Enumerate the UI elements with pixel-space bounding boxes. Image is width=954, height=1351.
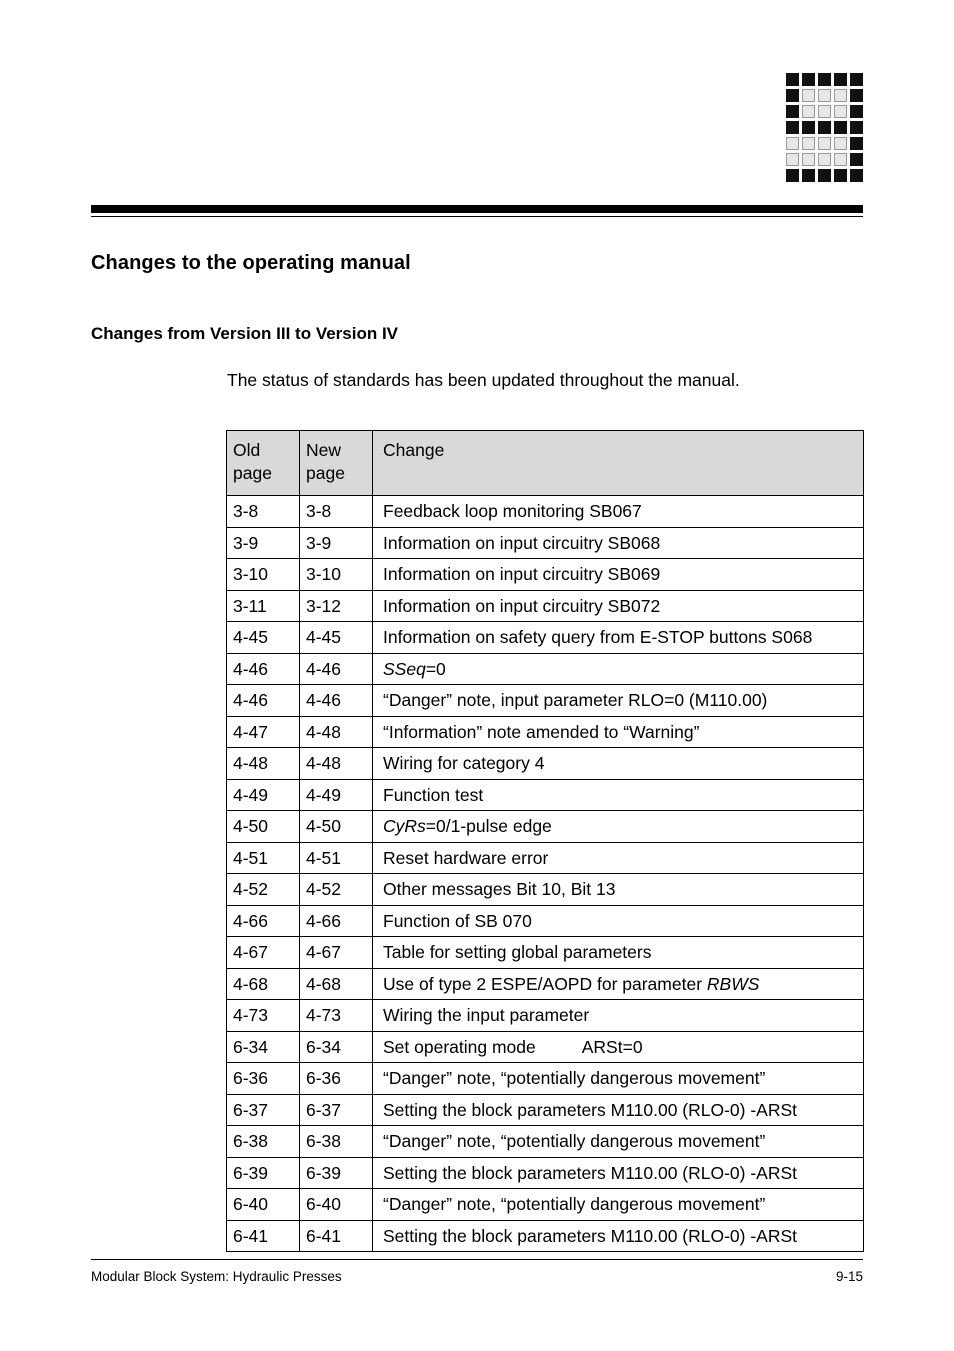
logo-cell	[818, 105, 831, 118]
logo-cell	[834, 105, 847, 118]
change-cell	[373, 1094, 864, 1126]
change-text: Reset hardware error	[383, 847, 549, 868]
change-cell	[373, 1126, 864, 1158]
change-cell	[373, 590, 864, 622]
parameter-name: RBWS	[706, 973, 760, 994]
change-text: “Information” note amended to “Warning”	[383, 721, 700, 742]
new-page-cell: 4-66	[300, 905, 373, 937]
logo-cell	[818, 89, 831, 102]
page-title: Changes to the operating manual	[91, 252, 411, 274]
old-page-cell: 6-40	[227, 1189, 300, 1221]
change-text: Use of type 2 ESPE/AOPD for parameter	[383, 973, 707, 994]
change-text: “Danger” note, “potentially dangerous movement”	[383, 1131, 766, 1151]
old-page-cell: 4-67	[227, 937, 300, 969]
logo-cell	[834, 169, 847, 182]
old-page-cell: 4-68	[227, 968, 300, 1000]
change-cell	[373, 1031, 864, 1063]
logo-cell	[786, 73, 799, 86]
change-text: Set operating mode	[383, 1036, 536, 1057]
column-header-old-page	[227, 431, 300, 496]
column-header-new-page	[300, 431, 373, 496]
table-row	[227, 685, 864, 717]
table-row	[227, 811, 864, 843]
change-cell	[373, 1220, 864, 1252]
change-text: Setting the block parameters M110.00 (RLO-0) -ARSt	[383, 1099, 798, 1120]
change-text: Wiring for category 4	[383, 753, 545, 773]
change-text: “Danger” note, “potentially dangerous movement”	[383, 1194, 766, 1214]
table-row	[227, 1157, 864, 1189]
logo-cell	[802, 89, 815, 102]
table-row	[227, 937, 864, 969]
new-page-cell: 4-46	[300, 685, 373, 717]
change-cell	[373, 527, 864, 559]
new-page-cell: 6-39	[300, 1157, 373, 1189]
logo-cell	[850, 153, 863, 166]
table-row	[227, 1094, 864, 1126]
new-page-cell: 6-37	[300, 1094, 373, 1126]
new-page-cell: 4-67	[300, 937, 373, 969]
logo-cell	[786, 121, 799, 134]
table-row	[227, 748, 864, 780]
change-text: Information on input circuitry SB069	[383, 564, 661, 584]
change-text: Function of SB 070	[383, 910, 532, 931]
logo-cell	[786, 153, 799, 166]
new-page-cell: 4-73	[300, 1000, 373, 1032]
old-page-cell: 4-52	[227, 874, 300, 906]
change-text: “Danger” note, “potentially dangerous movement”	[383, 1068, 766, 1088]
section-title: Changes from Version III to Version IV	[91, 324, 399, 343]
table-row	[227, 1126, 864, 1158]
old-page-cell: 4-49	[227, 779, 300, 811]
old-page-cell: 3-11	[227, 590, 300, 622]
new-page-cell: 6-40	[300, 1189, 373, 1221]
logo-cell	[802, 121, 815, 134]
change-cell	[373, 653, 864, 685]
new-page-cell: 3-8	[300, 496, 373, 528]
logo-cell	[786, 169, 799, 182]
new-page-cell: 4-48	[300, 748, 373, 780]
logo-cell	[786, 137, 799, 150]
change-text: Information on input circuitry SB068	[383, 532, 661, 553]
table-row	[227, 1000, 864, 1032]
change-cell	[373, 1189, 864, 1221]
old-page-cell: 6-38	[227, 1126, 300, 1158]
table-row	[227, 590, 864, 622]
change-cell	[373, 622, 864, 654]
logo-cell	[802, 137, 815, 150]
new-page-cell: 3-12	[300, 590, 373, 622]
changes-table	[226, 430, 864, 1252]
change-text: Information on input circuitry SB072	[383, 595, 661, 616]
grid-logo-icon	[786, 73, 864, 183]
old-page-cell: 4-46	[227, 685, 300, 717]
new-page-cell: 4-48	[300, 716, 373, 748]
header-rule-thick	[91, 205, 863, 213]
logo-cell	[850, 73, 863, 86]
table-row	[227, 905, 864, 937]
new-page-cell: 4-45	[300, 622, 373, 654]
old-page-cell: 6-36	[227, 1063, 300, 1095]
table-row	[227, 1063, 864, 1095]
change-cell	[373, 842, 864, 874]
old-page-cell: 6-39	[227, 1157, 300, 1189]
old-page-cell: 4-45	[227, 622, 300, 654]
column-header-change	[373, 431, 864, 496]
change-text: Table for setting global parameters	[383, 942, 652, 962]
old-page-cell: 6-41	[227, 1220, 300, 1252]
change-cell	[373, 968, 864, 1000]
old-page-cell: 4-47	[227, 716, 300, 748]
change-cell	[373, 559, 864, 591]
table-row	[227, 1220, 864, 1252]
logo-cell	[834, 137, 847, 150]
new-page-cell: 6-36	[300, 1063, 373, 1095]
table-row	[227, 559, 864, 591]
column-header-new-page-text: New page	[306, 440, 345, 483]
change-text: Wiring the input parameter	[383, 1005, 590, 1025]
logo-cell	[818, 73, 831, 86]
parameter-name: SSeq	[383, 658, 426, 679]
logo-cell	[802, 105, 815, 118]
old-page-cell: 6-34	[227, 1031, 300, 1063]
table-row	[227, 716, 864, 748]
footer-page-number: 9-15	[835, 1269, 863, 1284]
new-page-cell: 3-10	[300, 559, 373, 591]
logo-cell	[850, 105, 863, 118]
new-page-cell: 4-68	[300, 968, 373, 1000]
old-page-cell: 4-66	[227, 905, 300, 937]
old-page-cell: 4-46	[227, 653, 300, 685]
old-page-cell: 6-37	[227, 1094, 300, 1126]
change-cell	[373, 905, 864, 937]
logo-cell	[834, 153, 847, 166]
logo-cell	[802, 169, 815, 182]
logo-cell	[802, 153, 815, 166]
change-text: “Danger” note, input parameter RLO=0 (M110.00)	[383, 690, 768, 710]
logo-cell	[818, 137, 831, 150]
logo-cell	[850, 137, 863, 150]
change-cell	[373, 1157, 864, 1189]
column-header-change-text: Change	[383, 440, 445, 460]
change-text: Function test	[383, 784, 484, 805]
change-text: =0	[425, 658, 446, 679]
new-page-cell: 4-46	[300, 653, 373, 685]
change-cell	[373, 496, 864, 528]
new-page-cell: 6-38	[300, 1126, 373, 1158]
logo-cell	[850, 89, 863, 102]
old-page-cell: 4-48	[227, 748, 300, 780]
change-text: Setting the block parameters M110.00 (RLO-0) -ARSt	[383, 1162, 798, 1183]
logo-cell	[818, 169, 831, 182]
old-page-cell: 4-50	[227, 811, 300, 843]
logo-cell	[834, 89, 847, 102]
change-cell	[373, 716, 864, 748]
table-row	[227, 874, 864, 906]
change-cell	[373, 1063, 864, 1095]
change-text: Other messages Bit 10, Bit 13	[383, 879, 616, 899]
change-text: =0/1-pulse edge	[425, 816, 552, 836]
table-row	[227, 1031, 864, 1063]
logo-cell	[850, 169, 863, 182]
change-cell	[373, 937, 864, 969]
parameter-value: ARSt=0	[581, 1036, 643, 1057]
change-cell	[373, 874, 864, 906]
logo-cell	[818, 153, 831, 166]
new-page-cell: 6-41	[300, 1220, 373, 1252]
change-text: Information on safety query from E-STOP buttons S068	[383, 627, 813, 647]
old-page-cell: 3-9	[227, 527, 300, 559]
old-page-cell: 3-8	[227, 496, 300, 528]
new-page-cell: 4-52	[300, 874, 373, 906]
change-cell	[373, 685, 864, 717]
table-row	[227, 653, 864, 685]
old-page-cell: 4-73	[227, 1000, 300, 1032]
change-cell	[373, 779, 864, 811]
table-row	[227, 622, 864, 654]
logo-cell	[802, 73, 815, 86]
header-rule-thin	[91, 216, 863, 217]
logo-cell	[786, 105, 799, 118]
table-row	[227, 779, 864, 811]
old-page-cell: 3-10	[227, 559, 300, 591]
new-page-cell: 4-50	[300, 811, 373, 843]
change-cell	[373, 1000, 864, 1032]
logo-cell	[850, 121, 863, 134]
intro-text: The status of standards has been updated throughout the manual.	[227, 370, 740, 390]
new-page-cell: 4-49	[300, 779, 373, 811]
change-text: Setting the block parameters M110.00 (RLO-0) -ARSt	[383, 1225, 798, 1246]
new-page-cell: 3-9	[300, 527, 373, 559]
table-row	[227, 1189, 864, 1221]
change-cell	[373, 748, 864, 780]
table-row	[227, 496, 864, 528]
new-page-cell: 4-51	[300, 842, 373, 874]
change-text: Feedback loop monitoring SB067	[383, 501, 642, 521]
table-header-row	[227, 431, 864, 496]
table-row	[227, 842, 864, 874]
logo-cell	[786, 89, 799, 102]
logo-cell	[818, 121, 831, 134]
logo-cell	[834, 121, 847, 134]
parameter-name: CyRs	[383, 816, 426, 836]
table-row	[227, 527, 864, 559]
table-row	[227, 968, 864, 1000]
change-cell	[373, 811, 864, 843]
new-page-cell: 6-34	[300, 1031, 373, 1063]
column-header-old-page-text: Old page	[233, 440, 272, 483]
footer-document-title: Modular Block System: Hydraulic Presses	[91, 1269, 342, 1284]
logo-cell	[834, 73, 847, 86]
old-page-cell: 4-51	[227, 842, 300, 874]
footer-rule	[91, 1259, 863, 1260]
